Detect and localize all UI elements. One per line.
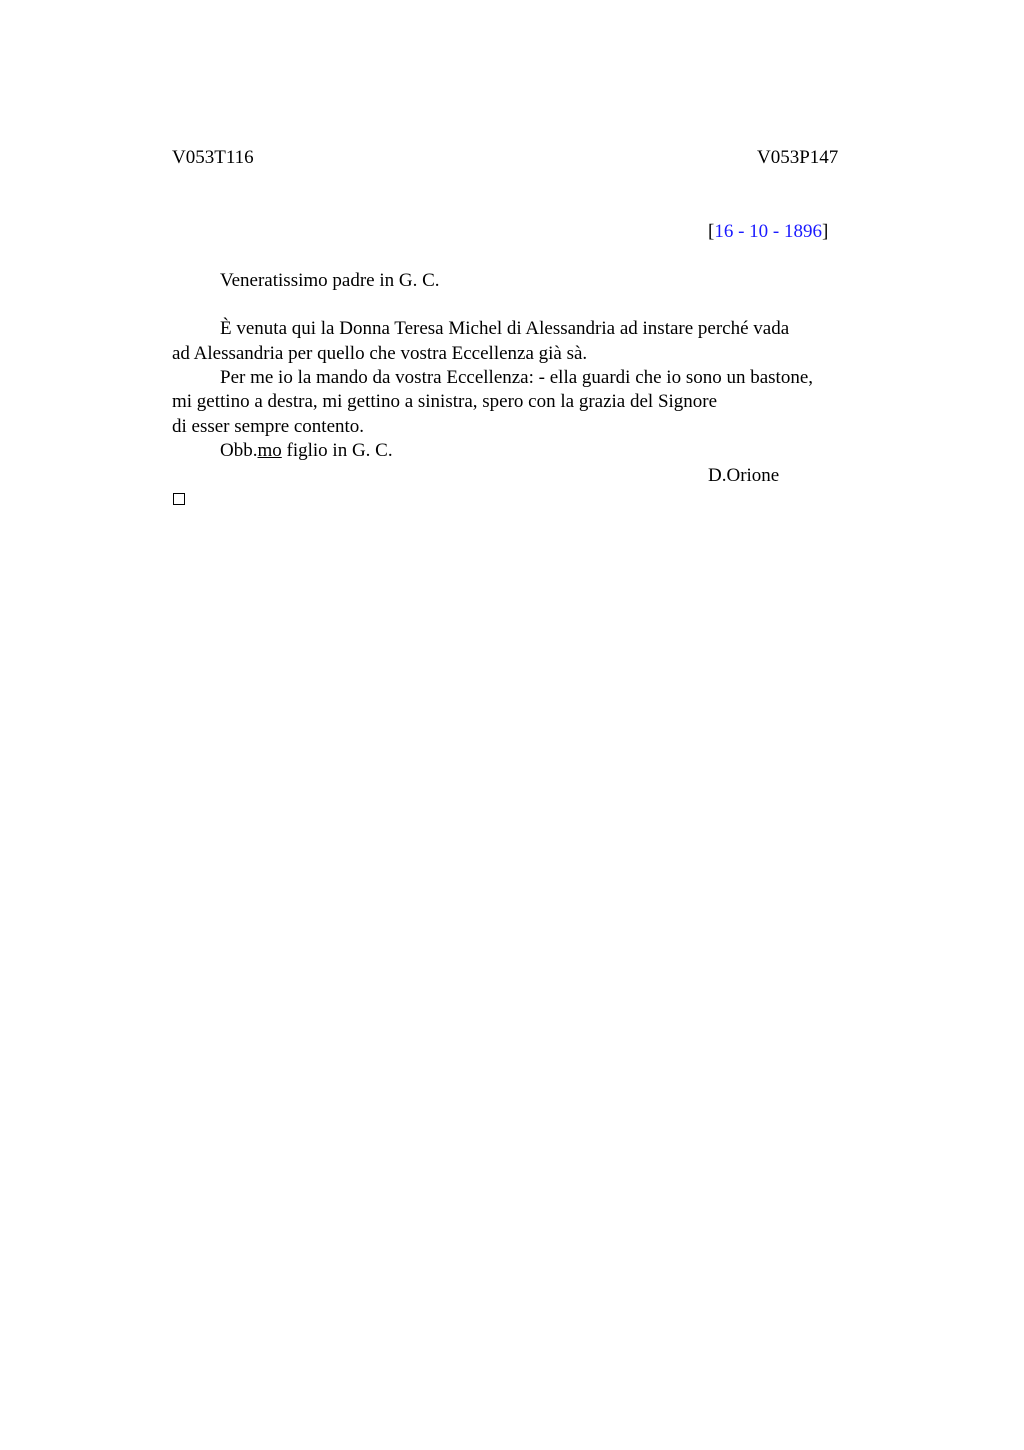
paragraph-1-line-2: ad Alessandria per quello che vostra Eccellenza già sà.	[172, 343, 588, 364]
document-code-left: V053T116	[172, 147, 254, 168]
letter-closing	[220, 439, 393, 463]
paragraph-1-line-1: È venuta qui la Donna Teresa Michel di Alessandria ad instare perché vada	[220, 318, 790, 339]
closing-prefix: Obb.	[220, 440, 258, 461]
date-separator-1: -	[733, 221, 750, 242]
date-open-bracket: [	[708, 221, 715, 242]
closing-suffix: figlio in G. C.	[281, 440, 393, 461]
paragraph-2-line-3: di esser sempre contento.	[172, 416, 365, 437]
end-of-document-box-icon	[173, 493, 185, 505]
letter-date	[708, 220, 828, 244]
date-day: 16	[714, 221, 734, 242]
letter-salutation: Veneratissimo padre in G. C.	[220, 270, 440, 291]
paragraph-2-line-1: Per me io la mando da vostra Eccellenza: - ella guardi che io sono un bastone,	[220, 367, 814, 388]
document-code-right: V053P147	[757, 147, 839, 168]
closing-abbreviation: mo	[257, 440, 282, 461]
date-separator-2: -	[768, 221, 784, 242]
date-month: 10	[749, 221, 769, 242]
letter-signature: D.Orione	[708, 465, 780, 486]
date-close-bracket: ]	[821, 221, 829, 242]
date-year: 1896	[783, 221, 822, 242]
paragraph-2-line-2: mi gettino a destra, mi gettino a sinistra, spero con la grazia del Signore	[172, 391, 718, 412]
